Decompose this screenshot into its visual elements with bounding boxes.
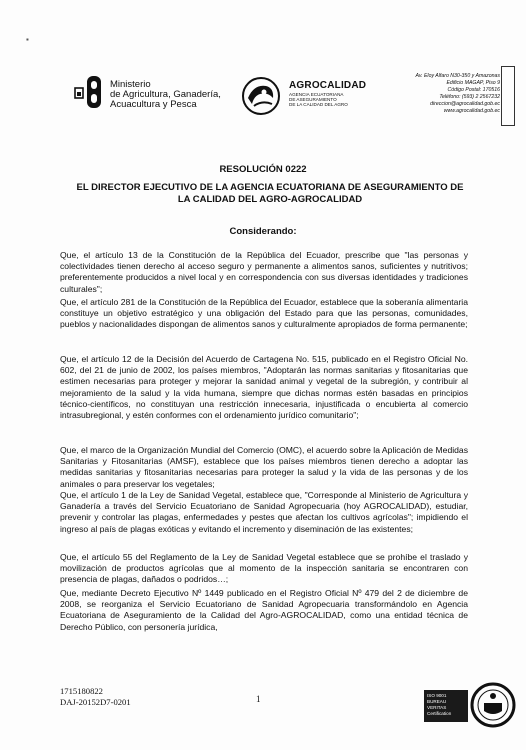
paragraph: Que, el artículo 281 de la Constitución de la República del Ecuador, establece que la soberanía alimentaria constituye un objetivo estratégico y una obligación del Estado para que las personas, comunidades, pueblos y nacionalidades dispongan de alimentos sanos y culturalmente apropiados de forma permanente; bbox=[60, 297, 468, 330]
contact-block bbox=[380, 73, 500, 115]
iso-certification-badge bbox=[424, 690, 468, 722]
agency-subtitle bbox=[289, 92, 369, 107]
agrocalidad-logo-icon bbox=[240, 76, 282, 116]
document-code-line-1: 1715180822 bbox=[60, 686, 103, 696]
ministry-line-2: de Agricultura, Ganadería, bbox=[110, 89, 221, 100]
page-number: 1 bbox=[256, 694, 261, 704]
agency-subtitle-line-1: AGENCIA ECUATORIANA bbox=[289, 92, 344, 97]
contact-line: direccion@agrocalidad.gob.ec bbox=[430, 101, 500, 107]
contact-line: Código Postal: 170516 bbox=[447, 87, 500, 93]
considerando-heading: Considerando: bbox=[229, 226, 297, 237]
contact-line: Av. Eloy Alfaro N30-350 y Amazonas bbox=[415, 73, 500, 79]
iso-line-1: ISO 9001 bbox=[427, 693, 447, 698]
paragraph: Que, el artículo 12 de la Decisión del Acuerdo de Cartagena No. 515, publicado en el Registro Oficial No. 602, del 21 de junio de 2002, los países miembros, "Adoptarán las normas sanitarias y fitosanitarias que estimen necesarias para proteger y mejorar la sanidad animal y vegetal de la subregión, y contribuir al mejoramiento de la salud y la vida humana, siempre que dichas normas estén basadas en principios técnico-científicos, no constituyan una restricción innecesaria, injustificada o encubierta al comercio intrasubregional, y estén conformes con el ordenamiento jurídico comunitario"; bbox=[60, 354, 468, 421]
ministry-logo-icon bbox=[74, 74, 106, 110]
iso-line-2: BUREAU VERITAS bbox=[427, 699, 447, 710]
ministry-line-1: Ministerio bbox=[110, 79, 151, 90]
paragraph: Que, el marco de la Organización Mundial del Comercio (OMC), el acuerdo sobre la Aplicación de Medidas Sanitarias y Fitosanitarias (AMSF), establece que los países miembros tienen derecho a adoptar las medidas sanitarias y fitosanitarias necesarias para proteger la salud y la vida de las personas y de los animales o para preservar los vegetales; bbox=[60, 445, 468, 489]
document-code bbox=[60, 686, 131, 708]
paragraph: Que, el artículo 1 de la Ley de Sanidad Vegetal, establece que, "Corresponde al Ministerio de Agricultura y Ganadería a través del Servicio Ecuatoriano de Sanidad Agropecuaria (hoy AGROCALIDAD), estudiar, prevenir y controlar las plagas, enfermedades y pestes que afectan los cultivos agrícolas"; impidiendo el ingreso al país de plagas exóticas y evitando el incremento y diseminación de las existentes; bbox=[60, 490, 468, 534]
contact-line: Teléfono: (593) 2 2567232 bbox=[439, 94, 500, 100]
document-code-line-2: DAJ-20152D7-0201 bbox=[60, 697, 131, 707]
agency-name: AGROCALIDAD bbox=[289, 80, 367, 91]
paragraph: Que, mediante Decreto Ejecutivo Nº 1449 publicado en el Registro Oficial Nº 479 del 2 de diciembre de 2008, se reorganiza el Servicio Ecuatoriano de Sanidad Agropecuaria transformándolo en Agencia Ecuatoriana de Aseguramiento de la Calidad del Agro-AGROCALIDAD, como una entidad técnica de Derecho Público, con personería jurídica, bbox=[60, 588, 468, 632]
contact-line: www.agrocalidad.gob.ec bbox=[443, 108, 500, 114]
document-heading: EL DIRECTOR EJECUTIVO DE LA AGENCIA ECUATORIANA DE ASEGURAMIENTO DE LA CALIDAD DEL AGRO-AGROCALIDAD bbox=[76, 182, 464, 205]
resolution-title: RESOLUCIÓN 0222 bbox=[219, 164, 307, 175]
ministry-name bbox=[110, 80, 221, 110]
paragraph: Que, el artículo 13 de la Constitución de la República del Ecuador, prescribe que "las personas y colectividades tienen derecho al acceso seguro y permanente a alimentos sanos, suficientes y nutritivos; preferentemente producidos a nivel local y en correspondencia con sus diversas identidades y tradiciones culturales"; bbox=[60, 250, 468, 294]
ministry-line-3: Acuacultura y Pesca bbox=[110, 99, 197, 110]
paragraph: Que, el artículo 55 del Reglamento de la Ley de Sanidad Vegetal establece que se prohíbe el traslado y movilización de productos agrícolas que al momento de la inspección sanitaria se encontraren con presencia de plagas, dañados o podridos…; bbox=[60, 552, 468, 585]
agency-subtitle-line-3: DE LA CALIDAD DEL AGRO bbox=[289, 102, 348, 107]
header-side-bar bbox=[501, 66, 515, 126]
agency-subtitle-line-2: DE ASEGURAMIENTO bbox=[289, 97, 337, 102]
contact-line: Edificio MAGAP, Piso 9 bbox=[446, 80, 500, 86]
iso-line-3: Certification bbox=[427, 711, 452, 716]
certification-seal-icon bbox=[470, 681, 516, 729]
scan-mark: ▪ bbox=[26, 35, 29, 44]
